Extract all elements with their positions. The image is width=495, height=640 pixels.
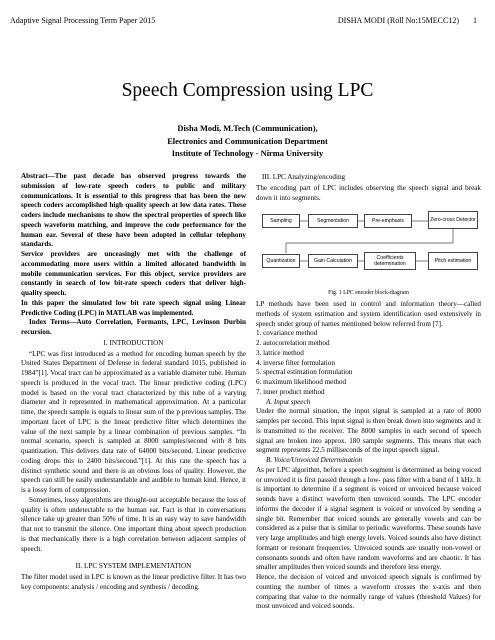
lp-methods-paragraph: LP methods have been used in control and information theory—called methods of system estimation and system identification used extensively in speech under group of names mentioned below referred from [7]. <box>256 300 481 328</box>
subsection-heading-voiced-unvoiced: B. Voice/Unvoiced Determination <box>266 456 363 464</box>
author-block <box>0 123 495 161</box>
abstract: Abstract—The past decade has observed progress towards the submission of low-rate speech coders to public and military communications. It is essential to this progress that has been the new speech coders accomplished high quality speech at low data rates. These coders include mechanisms to show the spectral properties of speech like speech waveform matching, and improve the code performance for the human ear. Several of these have been adopted in cellular telephony standards. <box>21 172 246 249</box>
block-sampling: Sampling <box>262 214 300 228</box>
block-zero-cross-detector: Zero-cross Detector <box>428 211 478 229</box>
paper-title: Speech Compression using LPC <box>121 80 374 101</box>
author-department: Electronics and Communication Department <box>167 136 328 146</box>
list-item: 7. inner product method <box>256 387 325 396</box>
intro-paragraph-2: Sometimes, lossy algorithms are thought-out acceptable because the loss of quality is often undetectable to the human ear. Fact is that in conversations silence take up greater than 50% of time. It is an easy way to save bandwidth that not to transmit the silence. One important thing about speech production is that mechanically there is a high correlation between adjacent samples of speech. <box>21 495 246 553</box>
input-speech-paragraph: Under the normal situation, the input signal is sampled at a rate of 8000 samples per second. This input signal is then break down into segments and it is transmitted to the receiver. The 8000 samples in each second of speech signal are broken into approx. 180 sample segments. This means that each segment represents 22.5 milliseconds of the input speech signal. <box>256 407 481 455</box>
section-heading-introduction: I. INTRODUCTION <box>103 338 164 347</box>
voiced-unvoiced-paragraph: As per LPC algorithm, before a speech segment is determined as being voiced or unvoiced it is first passed through a low- pass filter with a band of 1 kHz. It is important to determine if a segment is voiced or unvoiced because voiced sounds have a distinct waveform then unvoiced sounds. The LPC encoder informs the decoder if a signal segment is voiced or unvoiced by sending a single bit. Remember that voiced sounds are generally vowels and can be considered as a pulse that is similar to periodic waveforms. These sounds have very large amplitudes and high energy levels. Voiced sounds also have distinct formant or resonant frequencies. Unvoiced sounds are usually non-vowel or consonants sounds and often have random waveforms and are chaotic. It has smaller amplitudes then voiced sounds and therefore less energy. <box>256 465 481 572</box>
block-pre-emphasis: Pre-emphasis <box>364 214 412 228</box>
block-segmentation: Segmentation <box>308 214 358 228</box>
encoder-block-diagram <box>256 207 481 287</box>
abstract-implementation: In this paper the simulated low bit rate speech signal using Linear Predictive Coding (LPC) in MATLAB was implemented. <box>21 298 246 317</box>
list-item: 4. inverse filter formulation <box>256 358 335 367</box>
page-header <box>10 16 477 28</box>
block-quantization: Quantization <box>262 254 300 268</box>
block-coefficients-determination: Coefficients determination <box>364 252 416 270</box>
decision-paragraph: Hence, the decision of voiced and unvoiced speech signals is confirmed by counting the number of times a waveform crosses the x-axis and then comparing that value to the normally range of values (threshold Values) for most unvoiced and voiced sounds. <box>256 573 481 611</box>
section-heading-encoding: III. LPC Analyzing/encoding <box>262 173 346 181</box>
intro-paragraph-1: “LPC was first introduced as a method for encoding human speech by the United States Department of Defense in federal standard 1015, published in 1984”[1]. Vocal tract can be approximated as a variable diameter tube. Human speech is produced in the vocal tract. The linear predictive coding (LPC) model is based on the vocal tract characterized by this tube of a varying diameter and it represented in mathematical approximation. At a particular time, the speech sample is equals to linear sum of the p previous samples. The important facet of LPC is the linear predictive filter which determines the value of the next sample by a linear combination of previous samples. “In normal scenario, speech is sampled at 8000 samples/second with 8 bits quantization. This delivers data rate of 64000 bits/second. Linear predictive coding drops this to 2400 bits/second.”[1]. At this rate the speech has a distinct synthetic sound and there is an obvious loss of quality. However, the speech can still be easily understandable and audible to human kind. Hence, it is a lossy form of compression. <box>21 349 246 494</box>
block-gain-calculation: Gain Calculation <box>308 254 358 268</box>
figure-caption: Fig. 1 LPC encoder block-diagram <box>328 290 409 297</box>
list-item: 6. maximum likelihood method <box>256 378 347 386</box>
list-item: 5. spectral estimation formulation <box>256 368 353 377</box>
encoding-paragraph: The encoding part of LPC includes observing the speech signal and break down it into segments. <box>256 183 481 202</box>
lp-methods-list <box>256 329 481 397</box>
right-column <box>256 172 481 612</box>
list-item: 3. lattice method <box>256 348 304 357</box>
page-number: 1 <box>473 16 477 25</box>
block-pitch-estimation: Pitch estimation <box>428 252 478 270</box>
author-institute: Institute of Technology - Nirma University <box>171 149 324 158</box>
list-item: 1. covariance method <box>256 329 318 338</box>
subsection-heading-input-speech: A. Input speech <box>266 397 311 406</box>
abstract-service-providers: Service providers are unceasingly met with the challenge of accommodating more users within a limited allocated bandwidth in mobile communication services. For this object, service providers are constantly in search of low bit-rate speech coders that deliver high-quality speech. <box>21 250 246 297</box>
author-name: Disha Modi, M.Tech (Communication), <box>177 124 318 133</box>
header-journal: Adaptive Signal Processing Term Paper 2015 <box>10 16 156 25</box>
header-author: DISHA MODI (Roll No:15MECC12) <box>337 16 459 25</box>
list-item: 2. autocorrelation method <box>256 339 330 347</box>
section-heading-implementation: II. LPC SYSTEM IMPLEMENTATION <box>75 562 192 571</box>
index-terms: Index Terms—Auto Correlation, Formants, LPC, Levinson Durbin recursion. <box>21 318 246 336</box>
implementation-paragraph: The filter model used in LPC is known as the linear predictive filter. It has two key components: analysis / encoding and synthesis / decoding. <box>21 573 246 591</box>
left-column <box>21 172 246 593</box>
